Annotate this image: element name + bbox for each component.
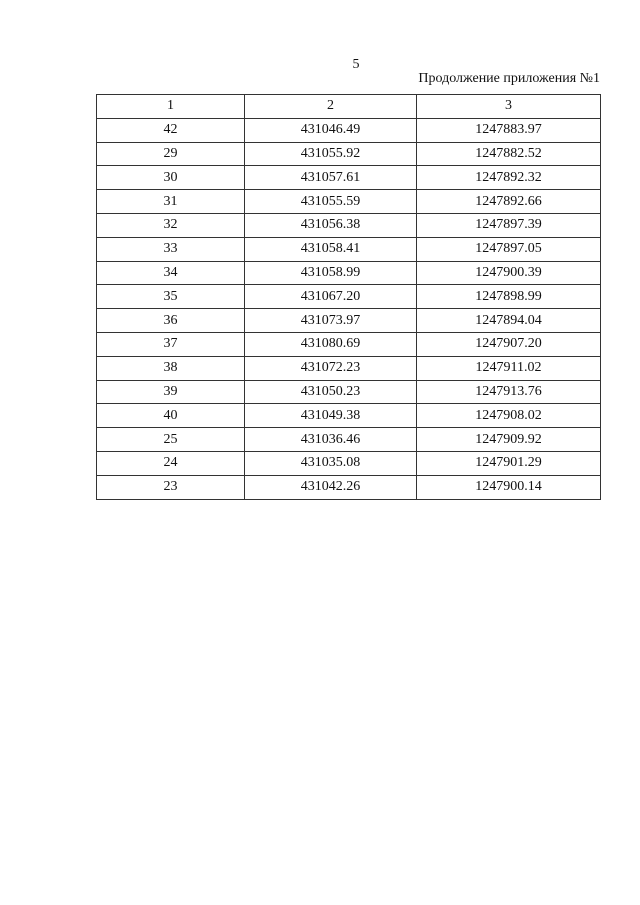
- point-number-cell: 29: [97, 142, 245, 166]
- continuation-label: Продолжение приложения №1: [418, 71, 600, 86]
- coordinate-y-cell: 1247897.05: [417, 237, 601, 261]
- coordinate-x-cell: 431072.23: [245, 356, 417, 380]
- coordinate-y-cell: 1247897.39: [417, 213, 601, 237]
- coordinate-x-cell: 431046.49: [245, 118, 417, 142]
- table-row: [97, 475, 601, 499]
- table-row: [97, 118, 601, 142]
- table-row: [97, 142, 601, 166]
- point-number-cell: 34: [97, 261, 245, 285]
- point-number-cell: 36: [97, 309, 245, 333]
- point-number-cell: 31: [97, 190, 245, 214]
- table-row: [97, 332, 601, 356]
- point-number-cell: 32: [97, 213, 245, 237]
- table-row: [97, 285, 601, 309]
- coordinate-x-cell: 431055.92: [245, 142, 417, 166]
- coordinate-y-cell: 1247894.04: [417, 309, 601, 333]
- coordinate-x-cell: 431049.38: [245, 404, 417, 428]
- coordinate-y-cell: 1247901.29: [417, 451, 601, 475]
- coordinate-y-cell: 1247892.32: [417, 166, 601, 190]
- coordinate-y-cell: 1247911.02: [417, 356, 601, 380]
- coordinate-x-cell: 431050.23: [245, 380, 417, 404]
- coordinate-y-cell: 1247909.92: [417, 428, 601, 452]
- point-number-cell: 25: [97, 428, 245, 452]
- point-number-cell: 42: [97, 118, 245, 142]
- coordinate-x-cell: 431057.61: [245, 166, 417, 190]
- column-header: 3: [417, 95, 601, 119]
- coordinate-y-cell: 1247908.02: [417, 404, 601, 428]
- table-row: [97, 451, 601, 475]
- coordinate-y-cell: 1247883.97: [417, 118, 601, 142]
- coordinate-x-cell: 431055.59: [245, 190, 417, 214]
- coordinates-table: [96, 94, 601, 500]
- coordinate-y-cell: 1247892.66: [417, 190, 601, 214]
- table-row: [97, 428, 601, 452]
- page-number: 5: [352, 57, 360, 72]
- table-row: [97, 356, 601, 380]
- coordinate-y-cell: 1247898.99: [417, 285, 601, 309]
- table-row: [97, 213, 601, 237]
- coordinate-x-cell: 431058.41: [245, 237, 417, 261]
- coordinate-y-cell: 1247900.14: [417, 475, 601, 499]
- point-number-cell: 30: [97, 166, 245, 190]
- coordinate-x-cell: 431035.08: [245, 451, 417, 475]
- coordinate-x-cell: 431056.38: [245, 213, 417, 237]
- point-number-cell: 24: [97, 451, 245, 475]
- table-row: [97, 309, 601, 333]
- coordinate-x-cell: 431042.26: [245, 475, 417, 499]
- coordinate-x-cell: 431080.69: [245, 332, 417, 356]
- column-header: 2: [245, 95, 417, 119]
- point-number-cell: 39: [97, 380, 245, 404]
- coordinate-x-cell: 431067.20: [245, 285, 417, 309]
- coordinate-y-cell: 1247882.52: [417, 142, 601, 166]
- table-row: [97, 380, 601, 404]
- point-number-cell: 35: [97, 285, 245, 309]
- coordinate-y-cell: 1247913.76: [417, 380, 601, 404]
- table-row: [97, 261, 601, 285]
- point-number-cell: 38: [97, 356, 245, 380]
- coordinate-x-cell: 431073.97: [245, 309, 417, 333]
- point-number-cell: 37: [97, 332, 245, 356]
- table-row: [97, 237, 601, 261]
- table-row: [97, 404, 601, 428]
- table-row: [97, 190, 601, 214]
- coordinate-x-cell: 431058.99: [245, 261, 417, 285]
- column-header: 1: [97, 95, 245, 119]
- table-row: [97, 166, 601, 190]
- coordinate-y-cell: 1247900.39: [417, 261, 601, 285]
- coordinate-x-cell: 431036.46: [245, 428, 417, 452]
- point-number-cell: 33: [97, 237, 245, 261]
- table-header-row: [97, 95, 601, 119]
- coordinate-y-cell: 1247907.20: [417, 332, 601, 356]
- point-number-cell: 23: [97, 475, 245, 499]
- point-number-cell: 40: [97, 404, 245, 428]
